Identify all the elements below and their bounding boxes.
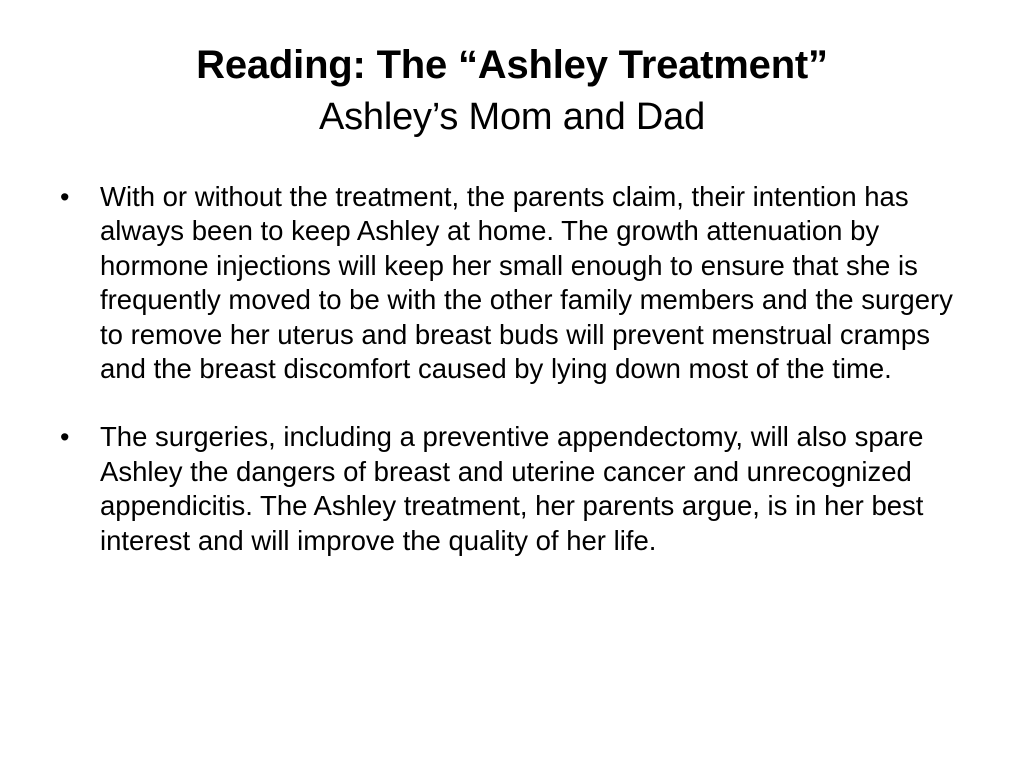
slide-subtitle: Ashley’s Mom and Dad (318, 96, 706, 138)
bullet-marker-icon: • (60, 422, 70, 453)
bullet-marker-icon: • (60, 182, 70, 212)
slide-title-block (60, 38, 964, 142)
bullet-item (60, 420, 955, 558)
bullet-text: The surgeries, including a preventive appendectomy, will also spare Ashley the dangers of breast and uterine cancer and unrecognized appendicitis. The Ashley treatment, her parents argue, is in her best interest and will improve the quality of her life. (100, 421, 924, 556)
bullet-item (60, 180, 955, 386)
bullet-text: With or without the treatment, the parents claim, their intention has always been to keep Ashley at home. The growth attenuation by hormone injections will keep her small enough to ensure that she is frequently moved to be with the other family members and the surgery to remove her uterus and breast buds will prevent menstrual cramps and the breast discomfort caused by lying down most of the time. (100, 181, 953, 385)
bullet-list (60, 180, 955, 558)
slide-title: Reading: The “Ashley Treatment” (196, 43, 828, 87)
